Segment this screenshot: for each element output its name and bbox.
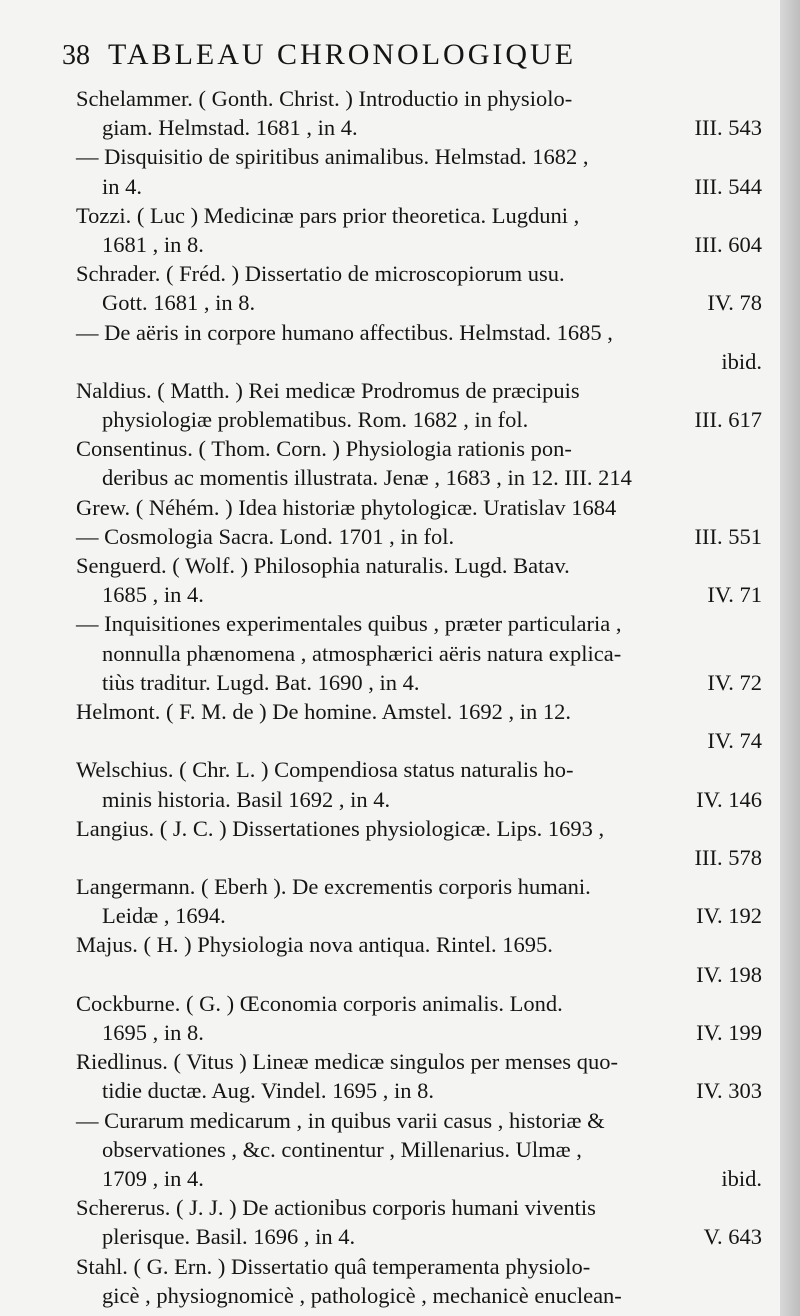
volume-page-reference: IV. 72 [707,669,762,695]
entry-line [76,376,762,405]
entry-line [76,493,762,522]
entry-line [76,551,762,580]
entry-line [76,1281,762,1310]
bibliography-entry [76,551,762,609]
volume-page-reference: ibid. [721,348,762,374]
entry-line [76,1106,762,1135]
bibliography-entry [76,318,762,376]
entry-text: gicè , physiognomicè , pathologicè , mechanicè enuclean- [102,1282,622,1308]
running-header [62,38,762,72]
entry-text: in 4. [102,173,143,199]
bibliography-entry [76,434,762,492]
entry-line [76,288,762,317]
entry-text: plerisque. Basil. 1696 , in 4. [102,1224,356,1250]
bibliography-entry [76,1252,762,1310]
bibliography-list [76,84,762,1310]
bibliography-entry [76,1193,762,1251]
volume-page-reference: IV. 303 [696,1078,762,1104]
entry-line [76,1193,762,1222]
entry-text: Tozzi. ( Luc ) Medicinæ pars prior theoretica. Lugduni , [76,202,580,228]
entry-text: Senguerd. ( Wolf. ) Philosophia naturalis. Lugd. Batav. [76,553,570,578]
volume-page-reference: V. 643 [703,1224,762,1250]
bibliography-entry [76,609,762,697]
entry-text: Stahl. ( G. Ern. ) Dissertatio quâ temperamenta physiolo- [76,1253,591,1279]
volume-page-reference: III. 544 [694,173,762,199]
entry-text: 1681 , in 8. [102,231,204,257]
bibliography-entry [76,84,762,142]
entry-text: Cockburne. ( G. ) Œconomia corporis animalis. Lond. [76,990,563,1016]
bibliography-entry [76,814,762,872]
bibliography-entry [76,1047,762,1105]
entry-line [76,872,762,901]
bibliography-entry [76,930,762,988]
entry-line [76,113,762,142]
entry-line [76,230,762,259]
entry-text: Grew. ( Néhém. ) Idea historiæ phytologicæ. Uratislav 1684 [76,494,617,520]
entry-line [76,463,762,492]
entry-line [76,434,762,463]
volume-page-reference: III. 578 [694,844,762,870]
entry-text: 1709 , in 4. [102,1165,204,1191]
bibliography-entry [76,201,762,259]
entry-line [76,1047,762,1076]
entry-line [76,1135,762,1164]
entry-text: 1695 , in 8. [102,1020,204,1045]
entry-line [76,142,762,171]
bibliography-entry [76,493,762,522]
volume-page-reference: IV. 78 [707,290,762,316]
entry-text: Riedlinus. ( Vitus ) Lineæ medicæ singulos per menses quo- [76,1049,618,1075]
bibliography-entry [76,142,762,200]
entry-text: 1685 , in 4. [102,582,204,608]
bibliography-entry [76,1106,762,1194]
volume-page-reference: IV. 192 [696,903,762,929]
entry-line [76,405,762,434]
entry-line [76,1222,762,1251]
page-number: 38 [62,40,90,71]
entry-text: Welschius. ( Chr. L. ) Compendiosa status naturalis ho- [76,757,574,783]
entry-line [76,580,762,609]
entry-text: Helmont. ( F. M. de ) De homine. Amstel. 1692 , in 12. [76,698,572,724]
entry-line [76,901,762,930]
entry-line [76,989,762,1018]
bibliography-entry [76,755,762,813]
page-edge [780,0,800,1316]
entry-line [76,201,762,230]
volume-page-reference: III. 551 [694,523,762,549]
entry-text: Schrader. ( Fréd. ) Dissertatio de microscopiorum usu. [76,261,565,287]
entry-text: Langermann. ( Eberh ). De excrementis corporis humani. [76,874,591,900]
entry-text: tidie ductæ. Aug. Vindel. 1695 , in 8. [102,1078,434,1104]
volume-page-reference: IV. 146 [696,786,762,812]
volume-page-reference: ibid. [721,1165,762,1191]
entry-text: Consentinus. ( Thom. Corn. ) Physiologia rationis pon- [76,436,572,462]
volume-page-reference: IV. 71 [707,582,762,608]
entry-line [76,1252,762,1281]
entry-text: Schererus. ( J. J. ) De actionibus corporis humani viventis [76,1195,596,1221]
entry-line [76,843,762,872]
volume-page-reference: III. 543 [694,115,762,141]
entry-text: — Disquisitio de spiritibus animalibus. Helmstad. 1682 , [76,144,589,170]
entry-text: deribus ac momentis illustrata. Jenæ , 1683 , in 12. III. 214 [102,465,632,491]
entry-line [76,1164,762,1193]
entry-line [76,347,762,376]
entry-line [76,930,762,959]
entry-text: — Inquisitiones experimentales quibus , præter particularia , [76,611,622,637]
entry-text: Majus. ( H. ) Physiologia nova antiqua. Rintel. 1695. [76,932,553,958]
entry-text: minis historia. Basil 1692 , in 4. [102,786,391,812]
entry-text: Schelammer. ( Gonth. Christ. ) Introductio in physiolo- [76,86,573,111]
entry-line [76,259,762,288]
entry-line [76,609,762,638]
bibliography-entry [76,522,762,551]
bibliography-entry [76,989,762,1047]
entry-text: Naldius. ( Matth. ) Rei medicæ Prodromus de præcipuis [76,377,580,403]
entry-text: nonnulla phænomena , atmosphærici aëris natura explica- [102,640,622,666]
volume-page-reference: IV. 198 [696,961,762,987]
entry-text: Leidæ , 1694. [102,903,226,929]
entry-line [76,785,762,814]
entry-line [76,84,762,113]
entry-text: tiùs traditur. Lugd. Bat. 1690 , in 4. [102,669,420,695]
volume-page-reference: IV. 199 [696,1020,762,1045]
entry-text: — Curarum medicarum , in quibus varii casus , historiæ & [76,1107,605,1133]
entry-line [76,697,762,726]
bibliography-entry [76,697,762,755]
entry-line [76,960,762,989]
entry-text: — Cosmologia Sacra. Lond. 1701 , in fol. [76,523,455,549]
volume-page-reference: III. 604 [694,231,762,257]
entry-text: observationes , &c. continentur , Millenarius. Ulmæ , [102,1136,582,1162]
entry-line [76,668,762,697]
volume-page-reference: IV. 74 [707,728,762,754]
entry-text: physiologiæ problematibus. Rom. 1682 , in fol. [102,407,529,433]
entry-line [76,318,762,347]
entry-text: Gott. 1681 , in 8. [102,290,256,316]
volume-page-reference: III. 617 [694,407,762,433]
entry-line [76,1018,762,1047]
entry-line [76,814,762,843]
entry-text: — De aëris in corpore humano affectibus. Helmstad. 1685 , [76,319,613,345]
bibliography-entry [76,259,762,317]
entry-text: Langius. ( J. C. ) Dissertationes physiologicæ. Lips. 1693 , [76,815,605,841]
entry-line [76,639,762,668]
entry-line [76,1076,762,1105]
page-title: TABLEAU CHRONOLOGIQUE [107,38,577,71]
entry-line [76,755,762,784]
bibliography-entry [76,872,762,930]
bibliography-entry [76,376,762,434]
entry-line [76,726,762,755]
entry-line [76,522,762,551]
entry-text: giam. Helmstad. 1681 , in 4. [102,115,358,141]
entry-line [76,172,762,201]
